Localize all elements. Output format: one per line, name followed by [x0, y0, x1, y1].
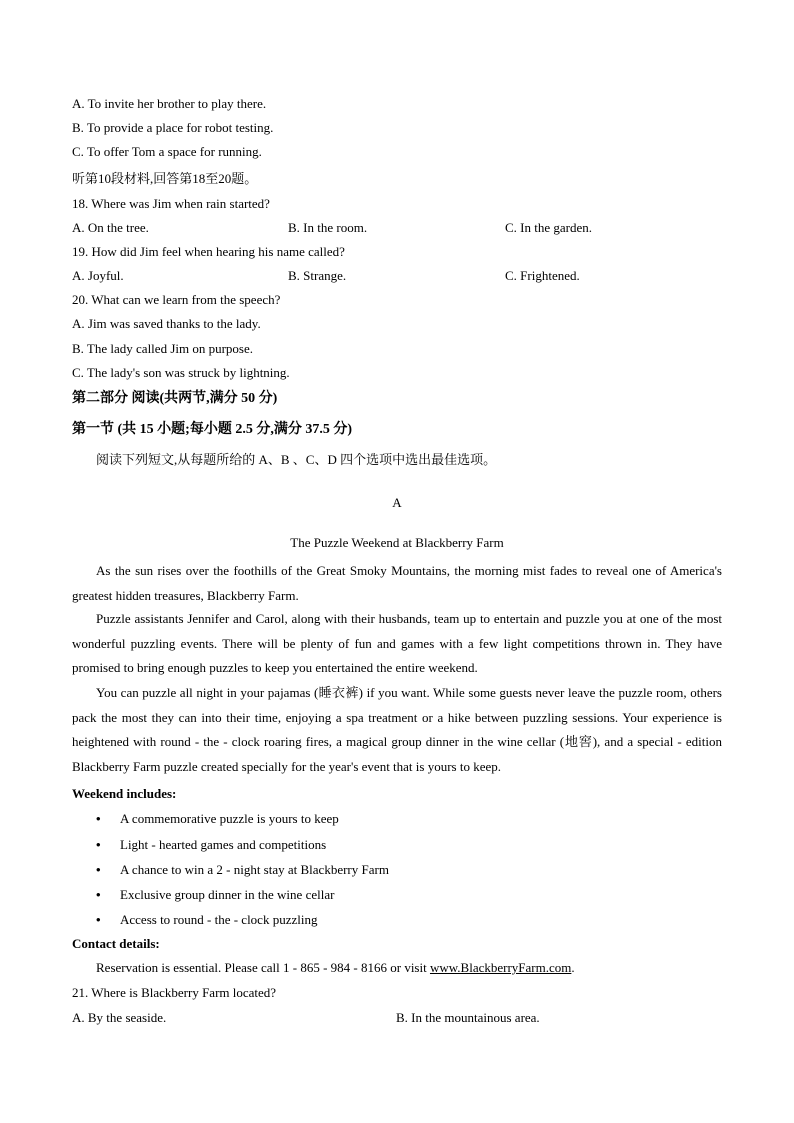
q18-stem: 18. Where was Jim when rain started? — [72, 196, 270, 211]
q21-stem: 21. Where is Blackberry Farm located? — [72, 985, 277, 1000]
section10-intro: 听第10段材料,回答第18至20题。 — [72, 171, 258, 186]
passage-letter: A — [392, 495, 402, 510]
q18-option-b: B. In the room. — [288, 220, 368, 235]
list-item: • Exclusive group dinner in the wine cellar — [96, 887, 335, 902]
bullet-icon: • — [96, 887, 101, 902]
instructions: 阅读下列短文,从每题所给的 A、B 、C、D 四个选项中选出最佳选项。 — [96, 452, 497, 467]
paragraph-3: You can puzzle all night in your pajamas (睡衣裤) if you want. While some guests never leave the puzzle room, others pack the most they can into their time, enjoying a spa treatment or a hike between puzzling sessions. Your experience is heightened with round - the - clock roaring fires, a magical group dinner in the wine cellar (地窖), and a special - edition Blackberry Farm puzzle created specially for the year's event that is yours to keep. — [72, 685, 722, 774]
list-item: • A commemorative puzzle is yours to keep — [96, 811, 339, 826]
q20-option-c: C. The lady's son was struck by lightning. — [72, 365, 290, 380]
option-b: B. To provide a place for robot testing. — [72, 120, 274, 135]
q21-option-b: B. In the mountainous area. — [396, 1010, 540, 1025]
list-item: • Light - hearted games and competitions — [96, 837, 327, 852]
q19-option-a: A. Joyful. — [72, 268, 124, 283]
bullet-icon: • — [96, 811, 101, 826]
q21-option-a: A. By the seaside. — [72, 1010, 167, 1025]
bullet-icon: • — [96, 862, 101, 877]
list-item: • A chance to win a 2 - night stay at Blackberry Farm — [96, 862, 389, 877]
q20-stem: 20. What can we learn from the speech? — [72, 292, 281, 307]
part2-title: 第二部分 阅读(共两节,满分 50 分) — [72, 391, 278, 406]
section1-title: 第一节 (共 15 小题;每小题 2.5 分,满分 37.5 分) — [72, 422, 352, 437]
contact-details: Reservation is essential. Please call 1 - 865 - 984 - 8166 or visit www.BlackberryFarm.com. — [96, 960, 575, 975]
option-a: A. To invite her brother to play there. — [72, 96, 267, 111]
paragraph-1: As the sun rises over the foothills of the Great Smoky Mountains, the morning mist fades to reveal one of America's greatest hidden treasures, Blackberry Farm. — [72, 563, 722, 603]
bullet-icon: • — [96, 837, 101, 852]
q19-option-b: B. Strange. — [288, 268, 347, 283]
q19-option-c: C. Frightened. — [505, 268, 580, 283]
website-link[interactable]: www.BlackberryFarm.com — [429, 960, 572, 975]
q18-option-a: A. On the tree. — [72, 220, 149, 235]
option-c: C. To offer Tom a space for running. — [72, 144, 262, 159]
list-item: • Access to round - the - clock puzzling — [96, 912, 318, 927]
q20-option-a: A. Jim was saved thanks to the lady. — [72, 316, 261, 331]
bullet-icon: • — [96, 912, 101, 927]
q20-option-b: B. The lady called Jim on purpose. — [72, 341, 254, 356]
q18-option-c: C. In the garden. — [505, 220, 593, 235]
paragraph-2: Puzzle assistants Jennifer and Carol, along with their husbands, team up to entertain and puzzle you at one of the most wonderful puzzling events. There will be plenty of fun and games with a few light competitions thrown in. They have promised to bring enough puzzles to keep you entertained the entire weekend. — [72, 611, 722, 675]
contact-heading: Contact details: — [72, 936, 160, 951]
weekend-heading: Weekend includes: — [72, 786, 177, 801]
passage-title: The Puzzle Weekend at Blackberry Farm — [290, 535, 504, 550]
q19-stem: 19. How did Jim feel when hearing his name called? — [72, 244, 345, 259]
